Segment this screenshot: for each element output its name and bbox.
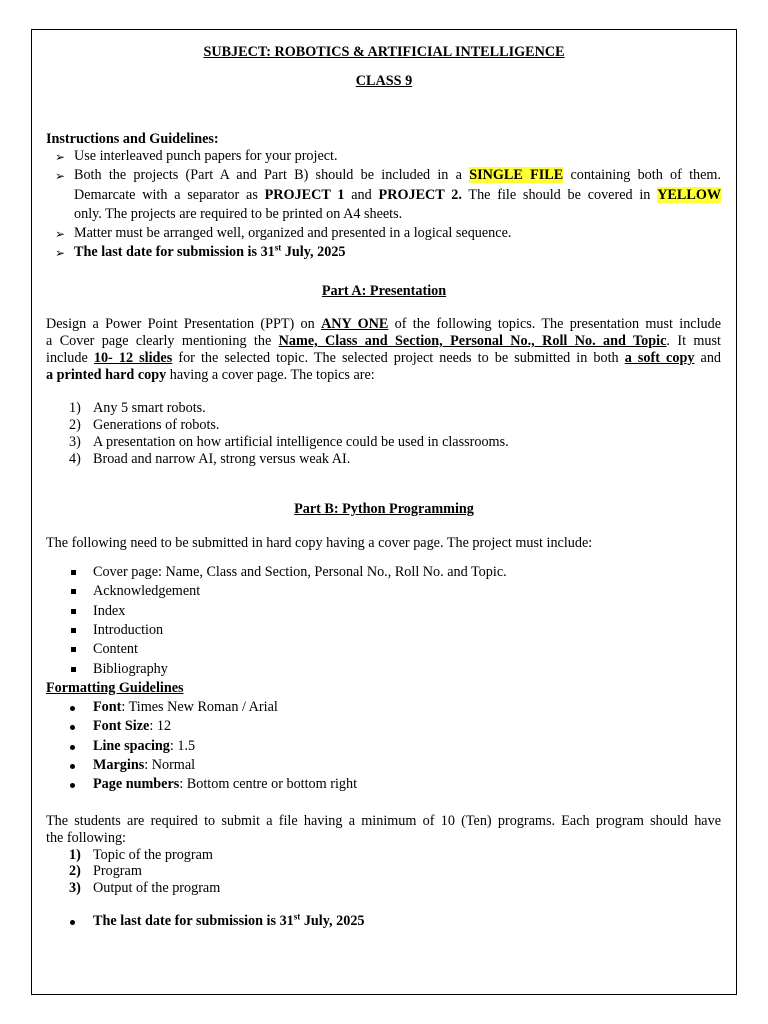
arrow-bullet-icon: ➢ <box>55 169 66 183</box>
arrow-bullet-icon: ➢ <box>55 246 66 260</box>
instructions-heading: Instructions and Guidelines: <box>46 131 219 147</box>
program-item: Topic of the program <box>93 847 213 863</box>
program-number: 2) <box>69 863 81 879</box>
include-item: Cover page: Name, Class and Section, Personal No., Roll No. and Topic. <box>93 564 507 580</box>
part-a-para-line3: include 10- 12 slides for the selected topic. The selected project needs to be submitted in both a soft copy and <box>46 350 722 366</box>
dot-bullet-icon <box>70 783 75 788</box>
topic-number: 3) <box>69 434 81 450</box>
format-item: Page numbers: Bottom centre or bottom right <box>93 776 358 792</box>
part-a-para-line4: a printed hard copy having a cover page. The topics are: <box>46 367 375 383</box>
include-item: Introduction <box>93 622 164 638</box>
include-item: Index <box>93 603 126 619</box>
format-item: Font: Times New Roman / Arial <box>93 699 278 715</box>
square-bullet-icon <box>71 589 76 594</box>
include-item: Acknowledgement <box>93 583 201 599</box>
program-number: 1) <box>69 847 81 863</box>
arrow-bullet-icon: ➢ <box>55 150 66 164</box>
dot-bullet-icon <box>70 725 75 730</box>
program-item: Output of the program <box>93 880 221 896</box>
instruction-2-line1: Both the projects (Part A and Part B) should be included in a SINGLE FILE containing both of them. <box>74 167 722 183</box>
square-bullet-icon <box>71 647 76 652</box>
part-a-heading: Part A: Presentation <box>321 283 447 299</box>
instruction-3: Matter must be arranged well, organized and presented in a logical sequence. <box>74 225 512 241</box>
square-bullet-icon <box>71 570 76 575</box>
part-b-heading: Part B: Python Programming <box>294 501 474 517</box>
program-item: Program <box>93 863 142 879</box>
format-item: Font Size: 12 <box>93 718 172 734</box>
include-item: Content <box>93 641 138 657</box>
subject-title: SUBJECT: ROBOTICS & ARTIFICIAL INTELLIGENCE <box>203 44 565 60</box>
part-b-intro: The following need to be submitted in hard copy having a cover page. The project must include: <box>46 535 593 551</box>
include-item: Bibliography <box>93 661 168 677</box>
topic-number: 2) <box>69 417 81 433</box>
instruction-2-line2: Demarcate with a separator as PROJECT 1 and PROJECT 2. The file should be covered in YELLOW <box>74 187 722 203</box>
dot-bullet-icon <box>70 745 75 750</box>
topic-item: Any 5 smart robots. <box>93 400 206 416</box>
dot-bullet-icon <box>70 764 75 769</box>
square-bullet-icon <box>71 609 76 614</box>
formatting-heading: Formatting Guidelines <box>46 680 184 696</box>
instruction-2-line3: only. The projects are required to be printed on A4 sheets. <box>74 206 403 222</box>
requirement-line1: The students are required to submit a file having a minimum of 10 (Ten) programs. Each program should have <box>46 813 721 829</box>
format-item: Margins: Normal <box>93 757 196 773</box>
topic-item: A presentation on how artificial intelligence could be used in classrooms. <box>93 434 509 450</box>
program-number: 3) <box>69 880 81 896</box>
square-bullet-icon <box>71 628 76 633</box>
last-date-note: The last date for submission is 31st July, 2025 <box>93 911 365 929</box>
topic-item: Broad and narrow AI, strong versus weak AI. <box>93 451 351 467</box>
topic-number: 4) <box>69 451 81 467</box>
dot-bullet-icon <box>70 920 75 925</box>
yellow-highlight: YELLOW <box>657 187 722 203</box>
part-a-para-line2: a Cover page clearly mentioning the Name, Class and Section, Personal No., Roll No. and Topic. It must <box>46 333 721 349</box>
single-file-highlight: SINGLE FILE <box>469 167 564 183</box>
dot-bullet-icon <box>70 706 75 711</box>
part-a-para-line1: Design a Power Point Presentation (PPT) on ANY ONE of the following topics. The presentation must include <box>46 316 722 332</box>
class-title: CLASS 9 <box>355 73 413 89</box>
topic-number: 1) <box>69 400 81 416</box>
requirement-line2: the following: <box>46 830 126 846</box>
square-bullet-icon <box>71 667 76 672</box>
topic-item: Generations of robots. <box>93 417 220 433</box>
format-item: Line spacing: 1.5 <box>93 738 196 754</box>
instruction-4: The last date for submission is 31st July, 2025 <box>74 242 346 260</box>
arrow-bullet-icon: ➢ <box>55 227 66 241</box>
instruction-1: Use interleaved punch papers for your project. <box>74 148 338 164</box>
